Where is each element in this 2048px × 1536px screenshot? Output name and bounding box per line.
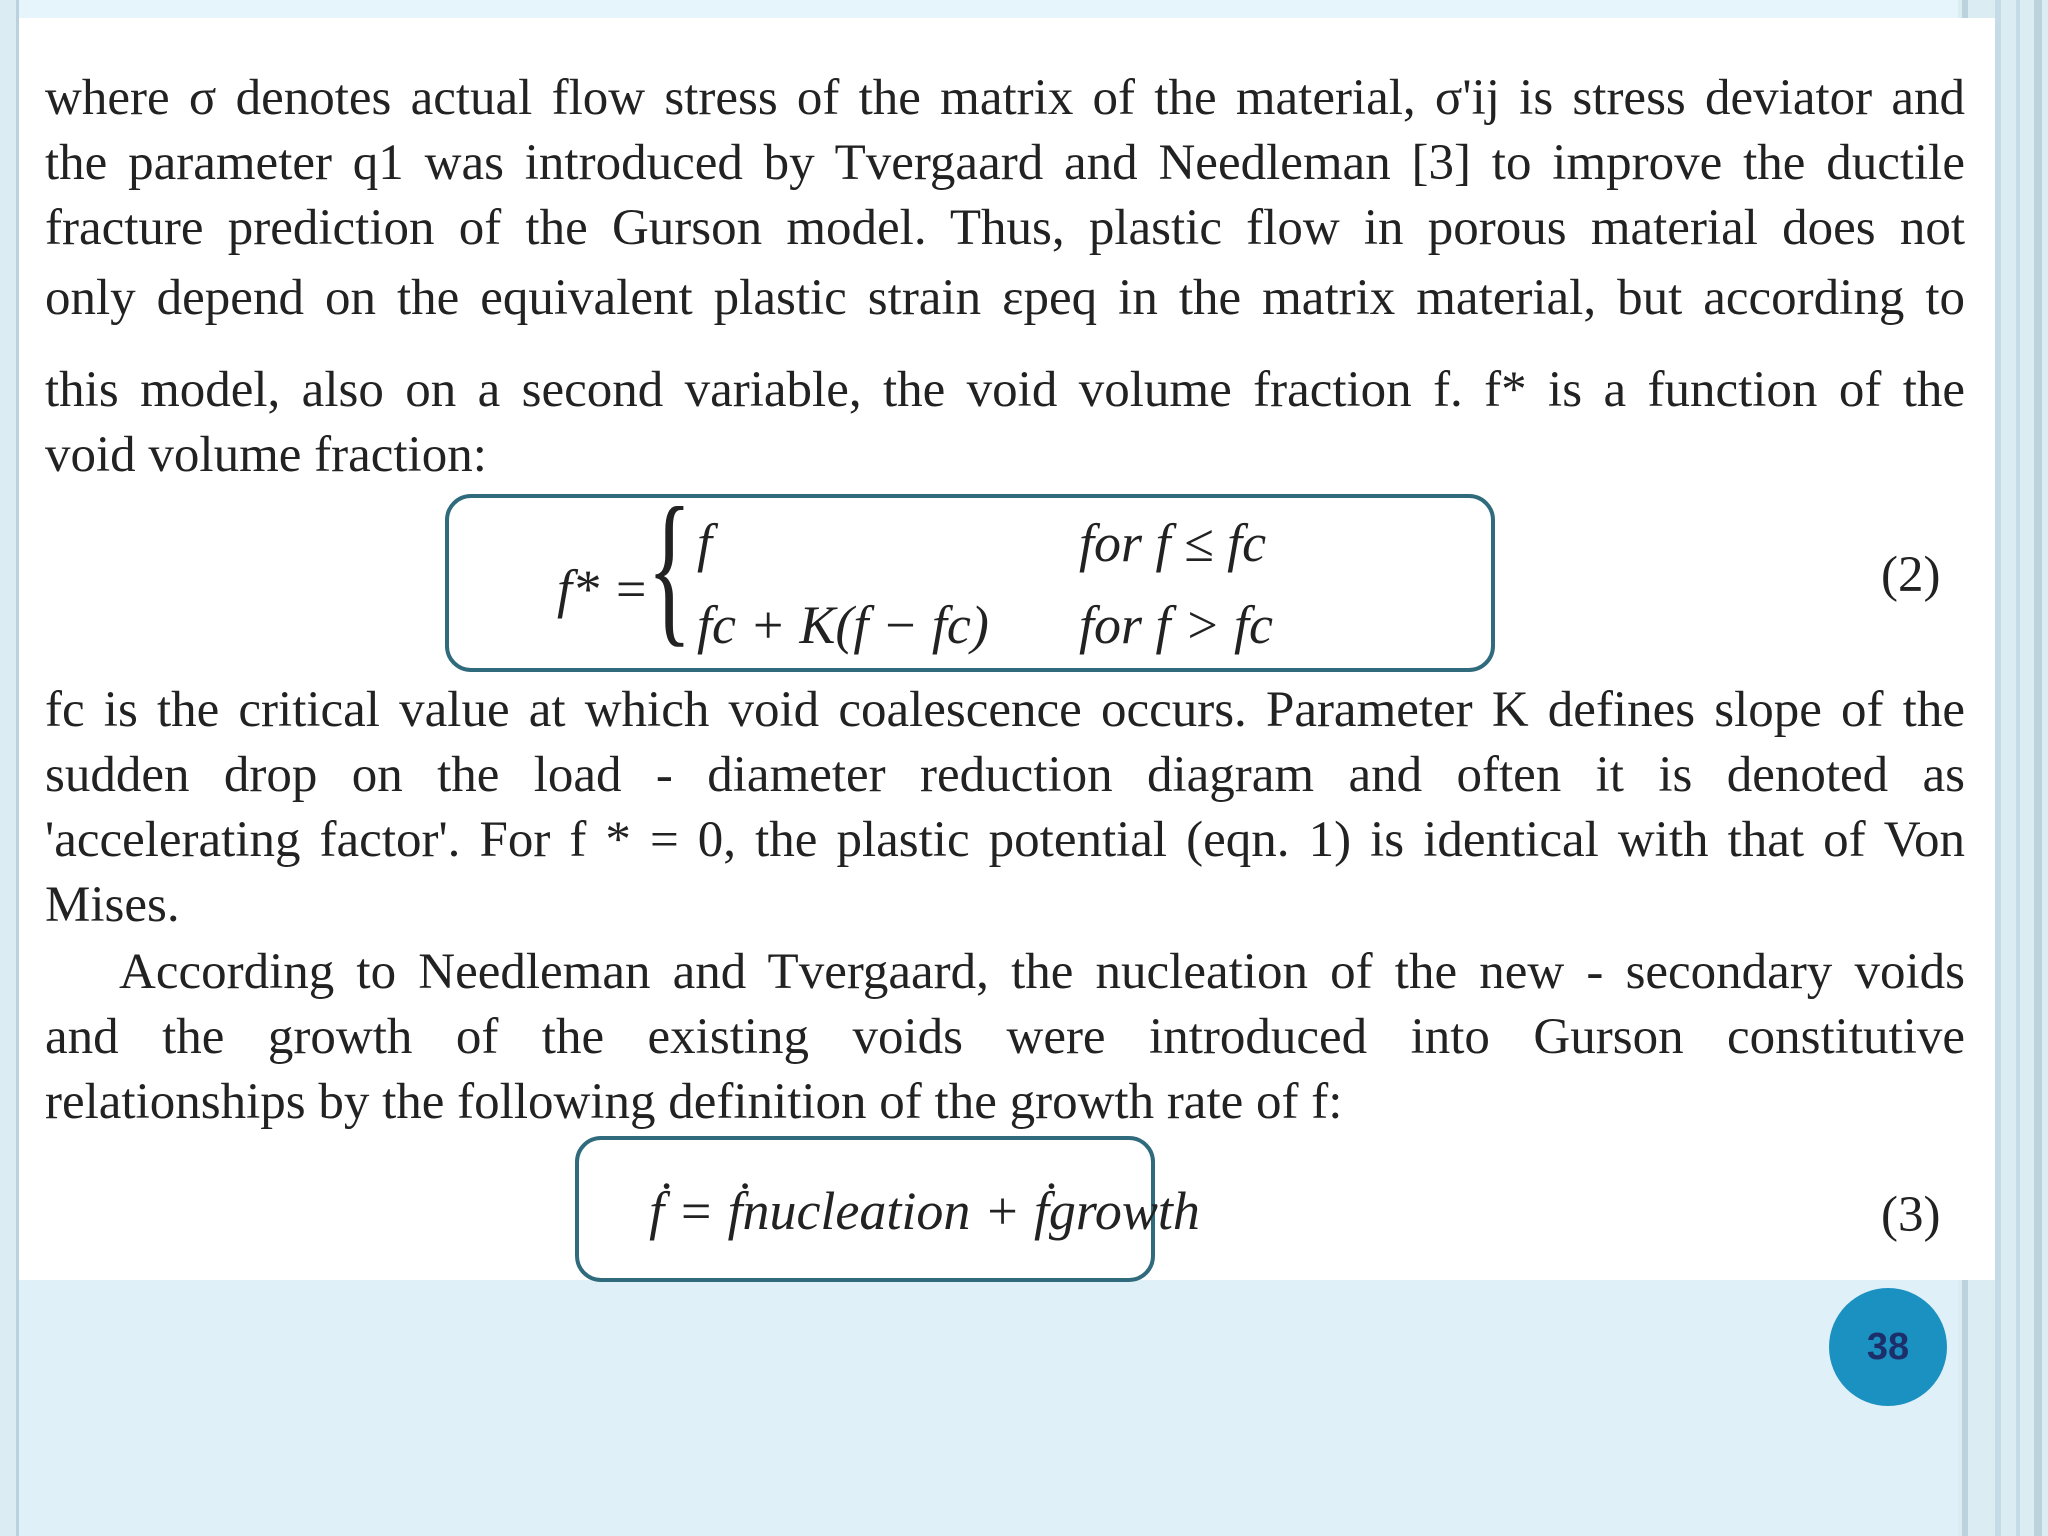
paragraph-line: relationships by the following definition of the growth rate of f:	[45, 1074, 1343, 1130]
paragraph-line: According to Needleman and Tvergaard, the nucleation of the new - secondary voids	[119, 944, 1965, 1000]
paragraph-line: void volume fraction:	[45, 427, 487, 483]
slide-content	[19, 18, 1995, 1280]
equation-3-box	[575, 1136, 1200, 1282]
paragraph-line: and the growth of the existing voids were introduced into Gurson constitutive	[45, 1009, 1965, 1065]
eq2-lhs: f* =	[557, 559, 649, 619]
eq2-case2-expr: fc + K(f − fc)	[697, 595, 989, 655]
eq3-expression: ḟ = ḟnucleation + ḟgrowth	[649, 1181, 1200, 1241]
paragraph-line: only depend on the equivalent plastic strain εpeq in the matrix material, but according to	[45, 270, 1965, 326]
paragraph-line: this model, also on a second variable, the void volume fraction f. f* is a function of the	[45, 362, 1965, 418]
paragraph-line: Mises.	[45, 877, 180, 933]
paragraph-line: 'accelerating factor'. For f * = 0, the plastic potential (eqn. 1) is identical with that of Von	[45, 812, 1965, 868]
eq2-case2-condition: for f > fc	[1079, 595, 1273, 655]
left-frame	[0, 0, 19, 1536]
page-number-badge: 38	[1829, 1288, 1947, 1406]
top-band	[0, 0, 2048, 18]
paragraph-line: the parameter q1 was introduced by Tvergaard and Needleman [3] to improve the ductile	[45, 135, 1965, 191]
eq2-case1-expr: f	[697, 513, 713, 573]
equation-3-number: (3)	[1881, 1187, 1941, 1243]
paragraph-line: where σ denotes actual flow stress of the matrix of the material, σ'ij is stress deviator and	[45, 70, 1965, 126]
equation-2-number: (2)	[1881, 547, 1941, 603]
paragraph-line: sudden drop on the load - diameter reduction diagram and often it is denoted as	[45, 747, 1965, 803]
eq2-brace: {	[647, 473, 692, 661]
decorative-rule	[2034, 0, 2042, 1536]
decorative-rule	[2016, 0, 2020, 1536]
eq2-case1-condition: for f ≤ fc	[1079, 513, 1267, 573]
paragraph-line: fc is the critical value at which void coalescence occurs. Parameter K defines slope of the	[45, 682, 1965, 738]
paragraph-line: fracture prediction of the Gurson model. Thus, plastic flow in porous material does not	[45, 200, 1965, 256]
equation-2-box	[445, 473, 1495, 672]
decorative-rule	[1995, 0, 2001, 1536]
